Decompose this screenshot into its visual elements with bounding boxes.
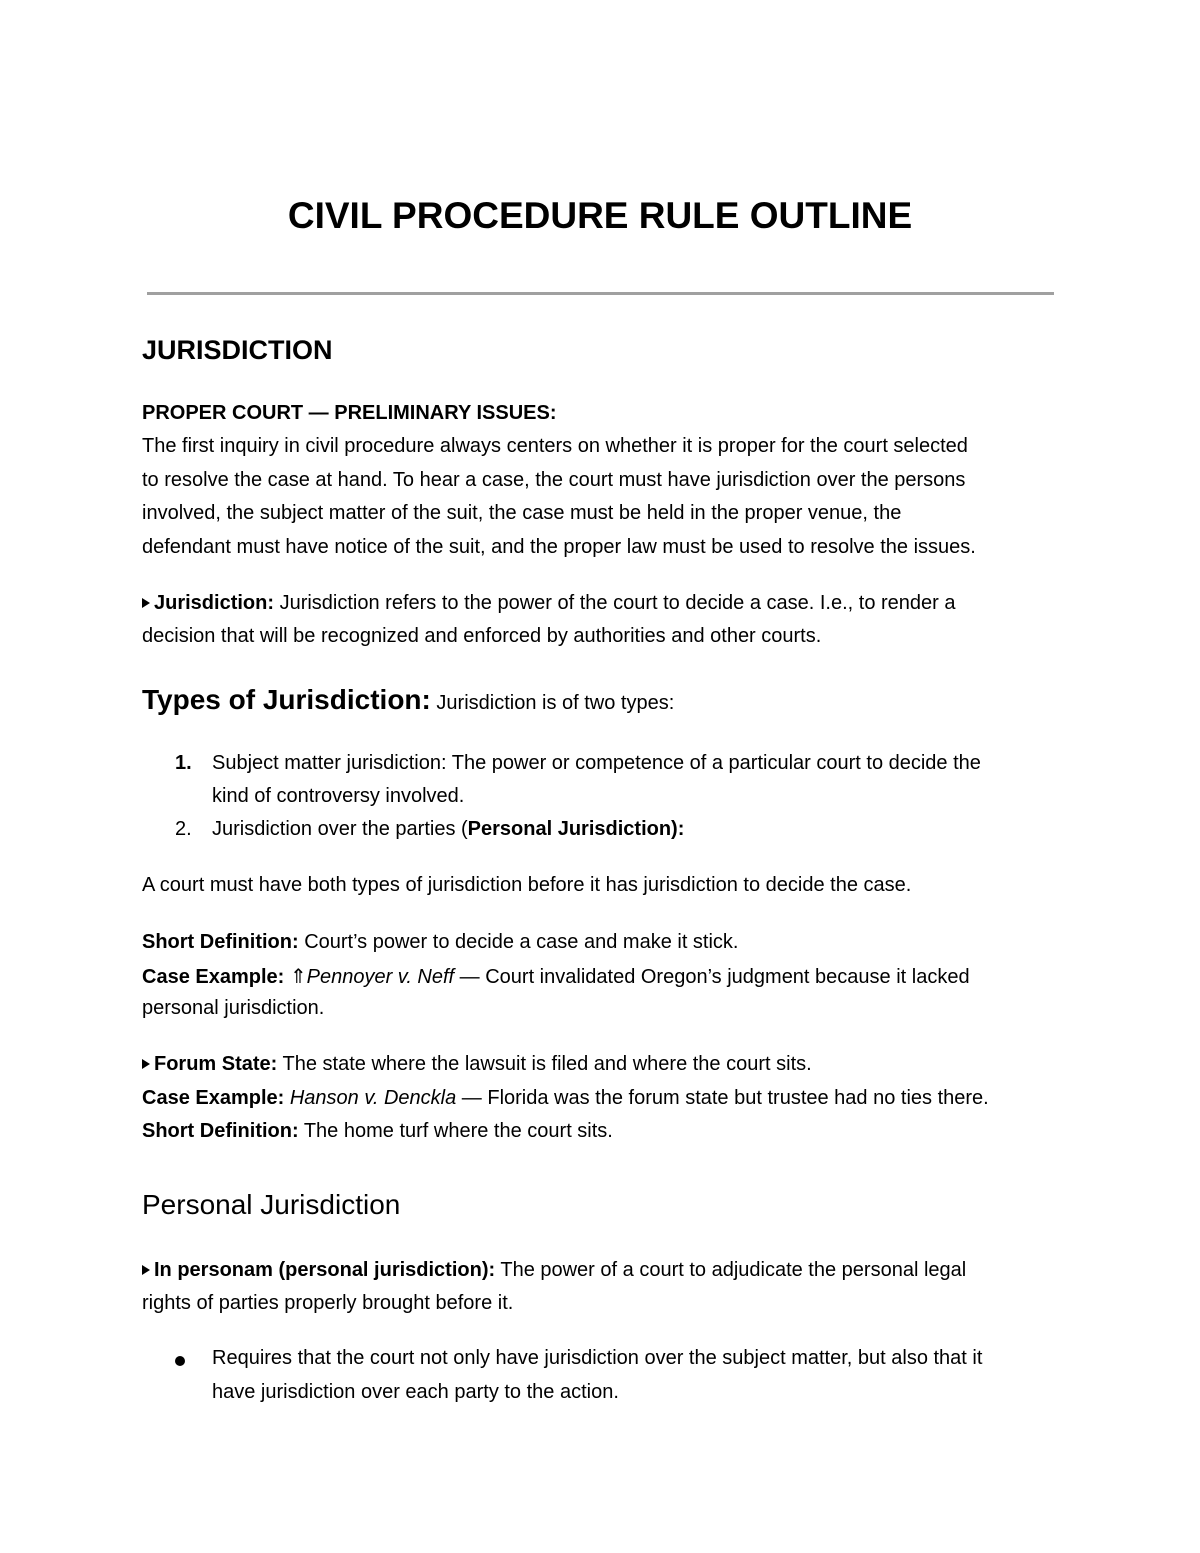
jurisdiction-def-line1: Jurisdiction refers to the power of the court to decide a case. I.e., to render a [274,592,956,614]
short-definition-2 [142,1120,613,1143]
forum-state-definition [142,1053,812,1076]
list-number-2: 2. [175,818,192,840]
types-heading-tail: Jurisdiction is of two types: [430,692,675,714]
list-item-2-bold: Personal Jurisdiction): [467,818,685,840]
in-personam-term: In personam (personal jurisdiction): [154,1259,496,1281]
list-item-1-line2: kind of controversy involved. [212,785,465,807]
in-personam-line2: rights of parties properly brought before it. [142,1292,514,1314]
case-example-label: Case Example: [142,966,285,988]
personal-jurisdiction-heading: Personal Jurisdiction [142,1189,401,1220]
intro-line-2: to resolve the case at hand. To hear a case, the court must have jurisdiction over the persons [142,469,966,491]
list-item-1-line1: Subject matter jurisdiction: The power or competence of a particular court to decide the [212,752,981,774]
types-heading-line [142,684,674,716]
bullet-line1: Requires that the court not only have jurisdiction over the subject matter, but also that it [212,1347,983,1369]
list-item-2-text: Jurisdiction over the parties ( [212,818,468,840]
short-def-label: Short Definition: [142,931,299,953]
case-example-2 [142,1087,989,1110]
case-example-line2: personal jurisdiction. [142,997,325,1019]
intro-line-4: defendant must have notice of the suit, and the proper law must be used to resolve the issues. [142,536,976,558]
document-title: CIVIL PROCEDURE RULE OUTLINE [287,195,913,236]
triangle-bullet-icon [142,1059,150,1069]
in-personam-line1: The power of a court to adjudicate the personal legal [495,1259,967,1281]
jurisdiction-def-line2: decision that will be recognized and enforced by authorities and other courts. [142,625,822,647]
forum-short-text: The home turf where the court sits. [298,1120,613,1142]
short-definition-1 [142,931,738,954]
case-name-hanson: Hanson v. Denckla [284,1087,457,1109]
forum-case-label: Case Example: [142,1087,285,1109]
case-name-pennoyer: Pennoyer v. Neff [306,966,455,988]
forum-case-text: — Florida was the forum state but trustee had no ties there. [456,1087,989,1109]
jurisdiction-definition [142,592,956,615]
short-def-text: Court’s power to decide a case and make it stick. [298,931,739,953]
forum-state-text: The state where the lawsuit is filed and where the court sits. [277,1053,812,1075]
list-item-2 [212,818,684,841]
forum-state-term: Forum State: [154,1053,278,1075]
up-arrow-icon: ⇑ [284,966,307,988]
list-number-1: 1. [175,752,192,774]
both-types-text: A court must have both types of jurisdiction before it has jurisdiction to decide the case. [142,874,912,896]
jurisdiction-heading: JURISDICTION [142,335,333,365]
bullet-dot-icon [175,1356,185,1366]
jurisdiction-term: Jurisdiction: [154,592,275,614]
in-personam-definition [142,1259,966,1282]
intro-line-1: The first inquiry in civil procedure always centers on whether it is proper for the court selected [142,435,968,457]
case-example-text: — Court invalidated Oregon’s judgment because it lacked [454,966,970,988]
triangle-bullet-icon [142,598,150,608]
triangle-bullet-icon [142,1265,150,1275]
proper-court-subheading: PROPER COURT — PRELIMINARY ISSUES: [142,402,557,424]
intro-line-3: involved, the subject matter of the suit, the case must be held in the proper venue, the [142,502,902,524]
bullet-line2: have jurisdiction over each party to the action. [212,1381,619,1403]
forum-short-label: Short Definition: [142,1120,299,1142]
case-example-1 [142,964,970,989]
horizontal-rule [147,292,1054,295]
types-heading: Types of Jurisdiction: [142,684,431,715]
